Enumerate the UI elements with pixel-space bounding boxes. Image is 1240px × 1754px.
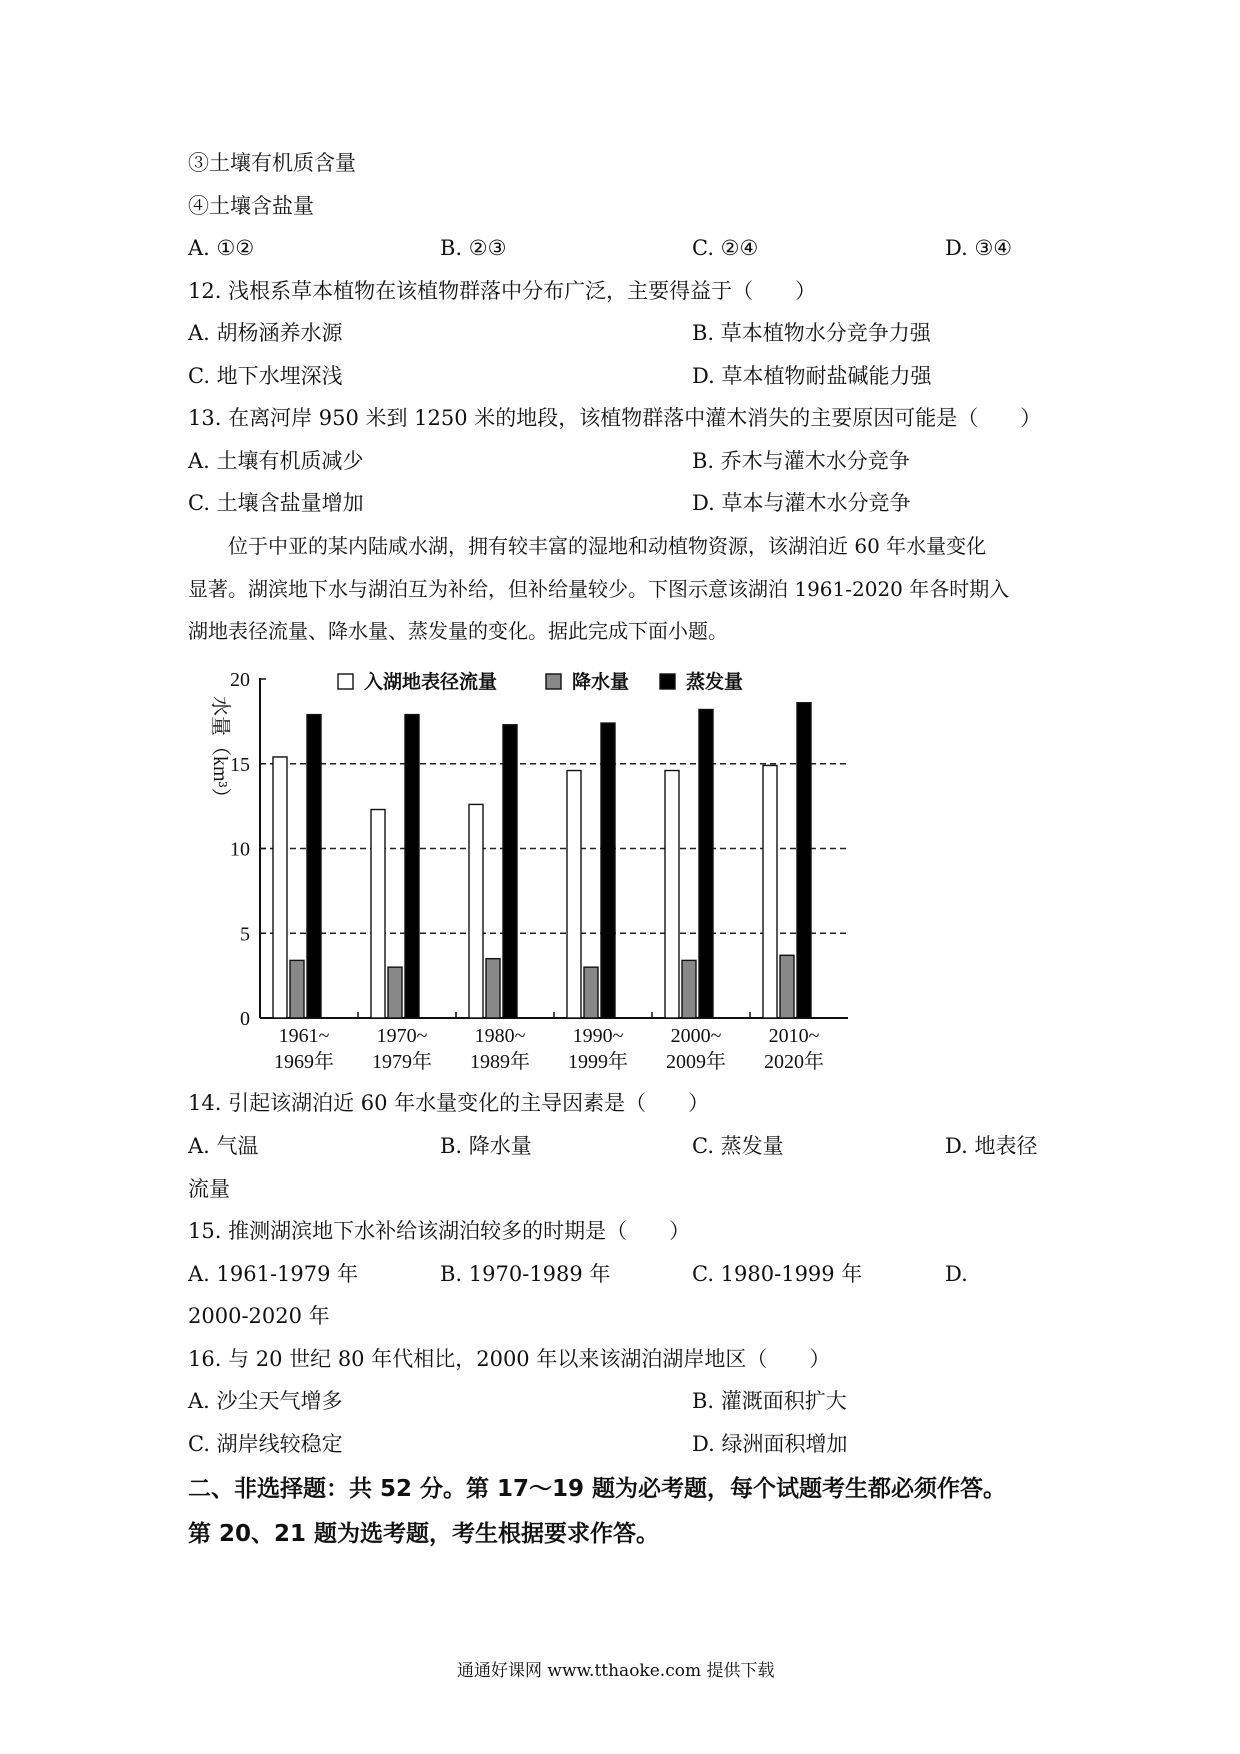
q12-option-d: D. 草本植物耐盐碱能力强 xyxy=(692,364,932,388)
bar-evap-0 xyxy=(307,715,321,1018)
bar-evap-3 xyxy=(601,723,615,1018)
section-2-heading-line-1: 二、非选择题：共 52 分。第 17～19 题为必考题，每个试题考生都必须作答。 xyxy=(188,1476,1007,1502)
y-tick-label-15: 15 xyxy=(230,753,250,776)
q15-option-a: A. 1961-1979 年 xyxy=(188,1262,359,1286)
legend-label-2: 蒸发量 xyxy=(686,671,744,693)
q13-option-d: D. 草本与灌木水分竞争 xyxy=(692,491,911,515)
x-tick-label-0-b: 1969年 xyxy=(274,1051,334,1073)
q13-stem: 13. 在离河岸 950 米到 1250 米的地段，该植物群落中灌木消失的主要原因可能是（ ） xyxy=(188,406,1042,430)
q12-option-b: B. 草本植物水分竞争力强 xyxy=(692,321,931,345)
passage-line-2: 显著。湖滨地下水与湖泊互为补给，但补给量较少。下图示意该湖泊 1961-2020 年各时期入 xyxy=(188,577,1010,601)
legend-swatch-2 xyxy=(660,674,675,689)
q16-option-b: B. 灌溉面积扩大 xyxy=(692,1389,847,1413)
q15-option-d-wrap: 2000-2020 年 xyxy=(188,1304,330,1328)
q12-option-c: C. 地下水埋深浅 xyxy=(188,364,343,388)
bar-evap-4 xyxy=(699,710,713,1018)
q11-option-b: B. ②③ xyxy=(440,236,507,260)
y-tick-label-0: 0 xyxy=(240,1008,250,1030)
x-tick-label-1-a: 1970~ xyxy=(376,1025,428,1047)
y-tick-label-10: 10 xyxy=(230,838,250,861)
bar-runoff-0 xyxy=(273,757,287,1018)
q14-option-c: C. 蒸发量 xyxy=(692,1134,784,1158)
x-tick-label-5-a: 2010~ xyxy=(768,1025,820,1047)
q11-item-3: ③土壤有机质含量 xyxy=(188,151,356,175)
q11-option-c: C. ②④ xyxy=(692,236,759,260)
x-tick-label-3-a: 1990~ xyxy=(572,1025,624,1047)
x-tick-label-4-a: 2000~ xyxy=(670,1025,722,1047)
q14-option-d: D. 地表径 xyxy=(945,1134,1038,1158)
q12-option-a: A. 胡杨涵养水源 xyxy=(188,321,343,345)
y-tick-label-5: 5 xyxy=(240,923,250,946)
q12-stem: 12. 浅根系草本植物在该植物群落中分布广泛，主要得益于（ ） xyxy=(188,279,817,303)
q14-option-b: B. 降水量 xyxy=(440,1134,532,1158)
section-2-heading-line-2: 第 20、21 题为选考题，考生根据要求作答。 xyxy=(188,1521,660,1547)
q16-stem: 16. 与 20 世纪 80 年代相比，2000 年以来该湖泊湖岸地区（ ） xyxy=(188,1347,831,1371)
q16-option-c: C. 湖岸线较稳定 xyxy=(188,1432,343,1456)
q15-stem: 15. 推测湖滨地下水补给该湖泊较多的时期是（ ） xyxy=(188,1219,691,1243)
bar-precip-5 xyxy=(780,955,794,1018)
bar-evap-1 xyxy=(405,715,419,1018)
bar-precip-3 xyxy=(584,967,598,1018)
bar-runoff-2 xyxy=(469,804,483,1018)
q15-option-d: D. xyxy=(945,1262,968,1286)
bar-precip-4 xyxy=(682,960,696,1018)
x-tick-label-4-b: 2009年 xyxy=(666,1051,726,1073)
bar-runoff-5 xyxy=(763,765,777,1018)
q15-option-b: B. 1970-1989 年 xyxy=(440,1262,611,1286)
x-tick-label-0-a: 1961~ xyxy=(278,1025,330,1047)
q13-option-b: B. 乔木与灌木水分竞争 xyxy=(692,449,910,473)
legend-swatch-0 xyxy=(338,674,353,689)
q11-item-4: ④土壤含盐量 xyxy=(188,194,314,218)
q14-option-a: A. 气温 xyxy=(188,1134,259,1158)
bar-precip-2 xyxy=(486,959,500,1018)
q13-option-c: C. 土壤含盐量增加 xyxy=(188,491,364,515)
x-tick-label-3-b: 1999年 xyxy=(568,1051,628,1073)
passage-line-3: 湖地表径流量、降水量、蒸发量的变化。据此完成下面小题。 xyxy=(188,619,728,643)
y-axis-label: 水量（km³） xyxy=(209,696,231,808)
x-tick-label-2-a: 1980~ xyxy=(474,1025,526,1047)
q14-stem: 14. 引起该湖泊近 60 年水量变化的主导因素是（ ） xyxy=(188,1091,710,1115)
bar-evap-5 xyxy=(797,703,811,1018)
footer-source: 通通好课网 www.tthaoke.com 提供下载 xyxy=(457,1661,775,1681)
q16-option-a: A. 沙尘天气增多 xyxy=(188,1389,343,1413)
bar-chart xyxy=(188,668,868,1080)
q11-option-a: A. ①② xyxy=(188,236,255,260)
bar-runoff-4 xyxy=(665,771,679,1018)
q14-option-d-wrap: 流量 xyxy=(188,1177,230,1201)
q16-option-d: D. 绿洲面积增加 xyxy=(692,1432,848,1456)
bar-precip-1 xyxy=(388,967,402,1018)
bar-evap-2 xyxy=(503,725,517,1018)
bar-runoff-1 xyxy=(371,810,385,1018)
legend-swatch-1 xyxy=(546,674,561,689)
legend-label-0: 入湖地表径流量 xyxy=(364,671,498,693)
x-tick-label-5-b: 2020年 xyxy=(764,1051,824,1073)
q15-option-c: C. 1980-1999 年 xyxy=(692,1262,863,1286)
bar-precip-0 xyxy=(290,960,304,1018)
x-tick-label-2-b: 1989年 xyxy=(470,1051,530,1073)
q11-option-d: D. ③④ xyxy=(945,236,1013,260)
q13-option-a: A. 土壤有机质减少 xyxy=(188,449,364,473)
x-tick-label-1-b: 1979年 xyxy=(372,1051,432,1073)
passage-line-1: 位于中亚的某内陆咸水湖，拥有较丰富的湿地和动植物资源，该湖泊近 60 年水量变化 xyxy=(228,534,987,558)
y-tick-label-20: 20 xyxy=(230,669,250,691)
legend-label-1: 降水量 xyxy=(572,671,630,693)
bar-runoff-3 xyxy=(567,771,581,1018)
